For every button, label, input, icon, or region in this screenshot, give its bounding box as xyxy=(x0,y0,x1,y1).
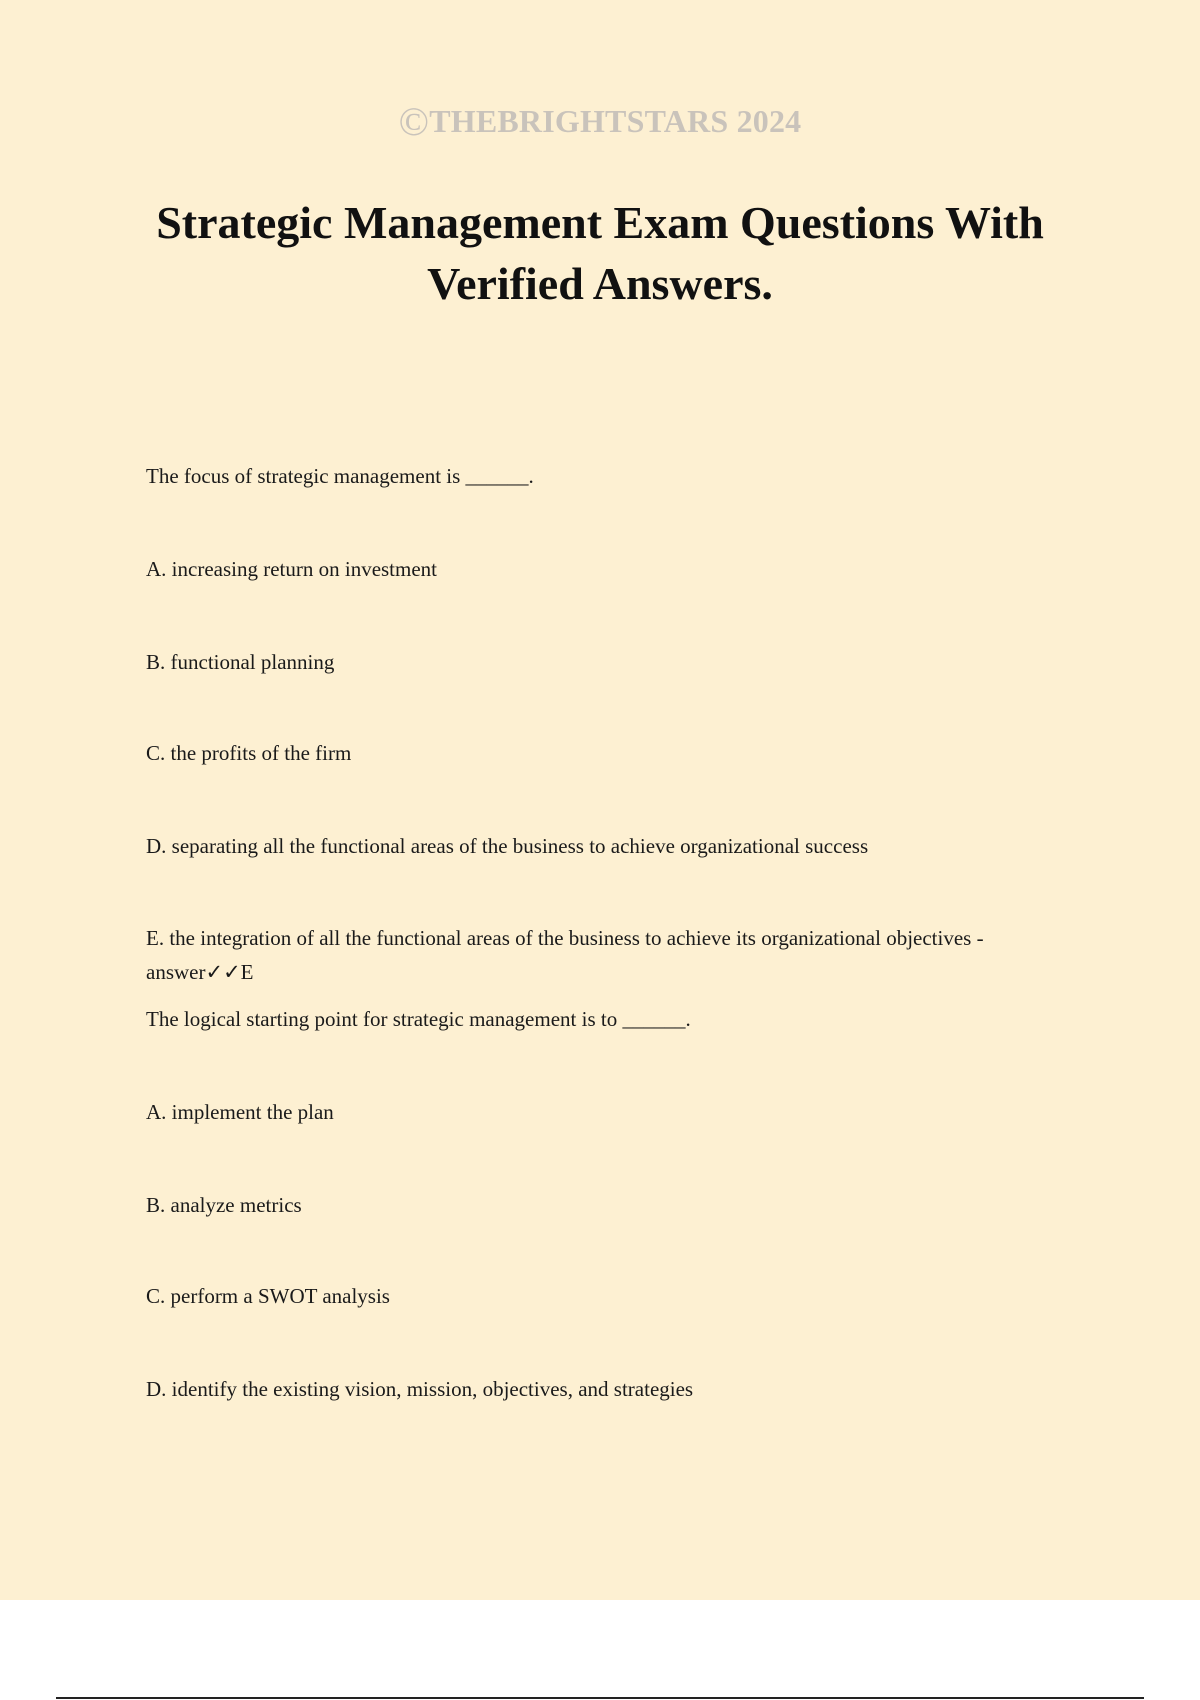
question-1-option-d: D. separating all the functional areas of the business to achieve organizational success xyxy=(146,834,869,858)
question-1-option-e-answer: E. the integration of all the functional areas of the business to achieve its organizational objectives - answer✓✓E xyxy=(146,926,984,984)
question-1-option-a: A. increasing return on investment xyxy=(146,557,438,581)
question-2-option-a: A. implement the plan xyxy=(146,1100,334,1124)
footer-divider xyxy=(56,1697,1144,1699)
question-2-option-d: D. identify the existing vision, mission, objectives, and strategies xyxy=(146,1377,694,1401)
question-2-option-c: C. perform a SWOT analysis xyxy=(146,1284,390,1308)
question-2-option-b: B. analyze metrics xyxy=(146,1193,302,1217)
watermark-text: THEBRIGHTSTARS 2024 xyxy=(429,103,802,139)
watermark xyxy=(0,98,1200,145)
page-title: Strategic Management Exam Questions With Verified Answers. xyxy=(156,197,1044,309)
copyright-icon: © xyxy=(398,99,430,144)
question-2-prompt: The logical starting point for strategic management is to ______. xyxy=(146,1007,691,1031)
question-1-option-c: C. the profits of the firm xyxy=(146,741,352,765)
question-1-prompt: The focus of strategic management is ______. xyxy=(146,464,534,488)
question-1-option-b: B. functional planning xyxy=(146,650,335,674)
